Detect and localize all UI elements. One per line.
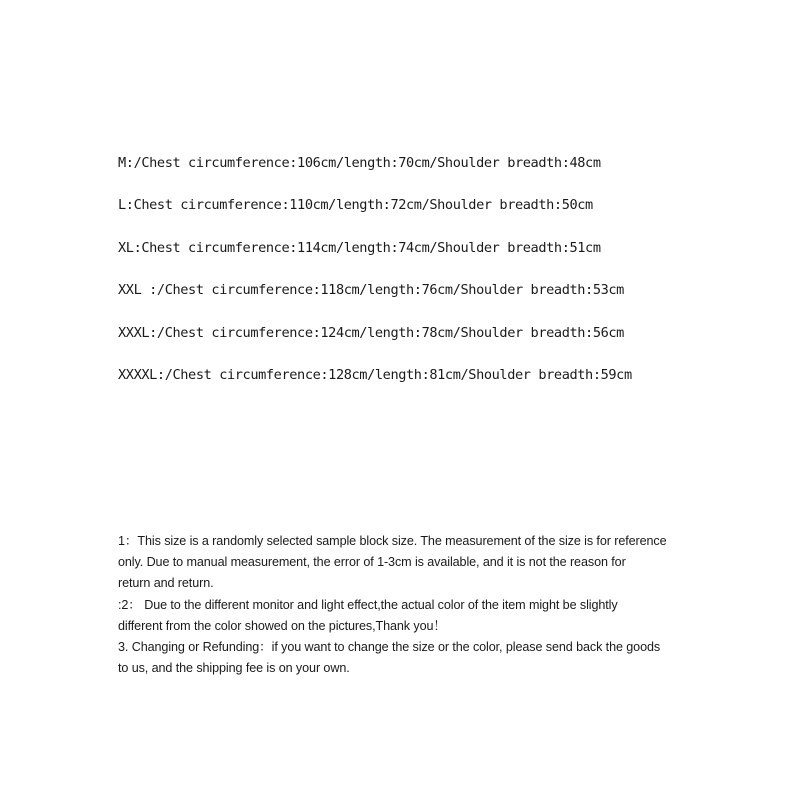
size-chart [118, 148, 778, 402]
notes-section [118, 531, 688, 679]
note-3-line-2: to us, and the shipping fee is on your own. [118, 661, 350, 676]
size-row-l: L:Chest circumference:110cm/length:72cm/Shoulder breadth:50cm [118, 197, 593, 214]
size-row-xl: XL:Chest circumference:114cm/length:74cm/Shoulder breadth:51cm [118, 239, 601, 256]
size-row-xxxl: XXXL:/Chest circumference:124cm/length:78cm/Shoulder breadth:56cm [118, 324, 624, 341]
size-row-xxl: XXL :/Chest circumference:118cm/length:76cm/Shoulder breadth:53cm [118, 282, 624, 299]
note-1-line-3: return and return. [118, 576, 214, 591]
note-3-line-1: 3. Changing or Refunding：if you want to change the size or the color, please send back the goods [118, 640, 661, 655]
size-row-m: M:/Chest circumference:106cm/length:70cm/Shoulder breadth:48cm [118, 155, 601, 171]
note-1-line-2: only. Due to manual measurement, the error of 1-3cm is available, and it is not the reason for [118, 555, 626, 570]
note-2-line-1: :2： Due to the different monitor and light effect,the actual color of the item might be slightly [118, 597, 618, 612]
size-row-xxxxl: XXXXL:/Chest circumference:128cm/length:81cm/Shoulder breadth:59cm [118, 366, 632, 383]
note-1-line-1: 1：This size is a randomly selected sample block size. The measurement of the size is for reference [118, 534, 667, 548]
note-2-line-2: different from the color showed on the pictures,Thank you！ [118, 618, 446, 633]
